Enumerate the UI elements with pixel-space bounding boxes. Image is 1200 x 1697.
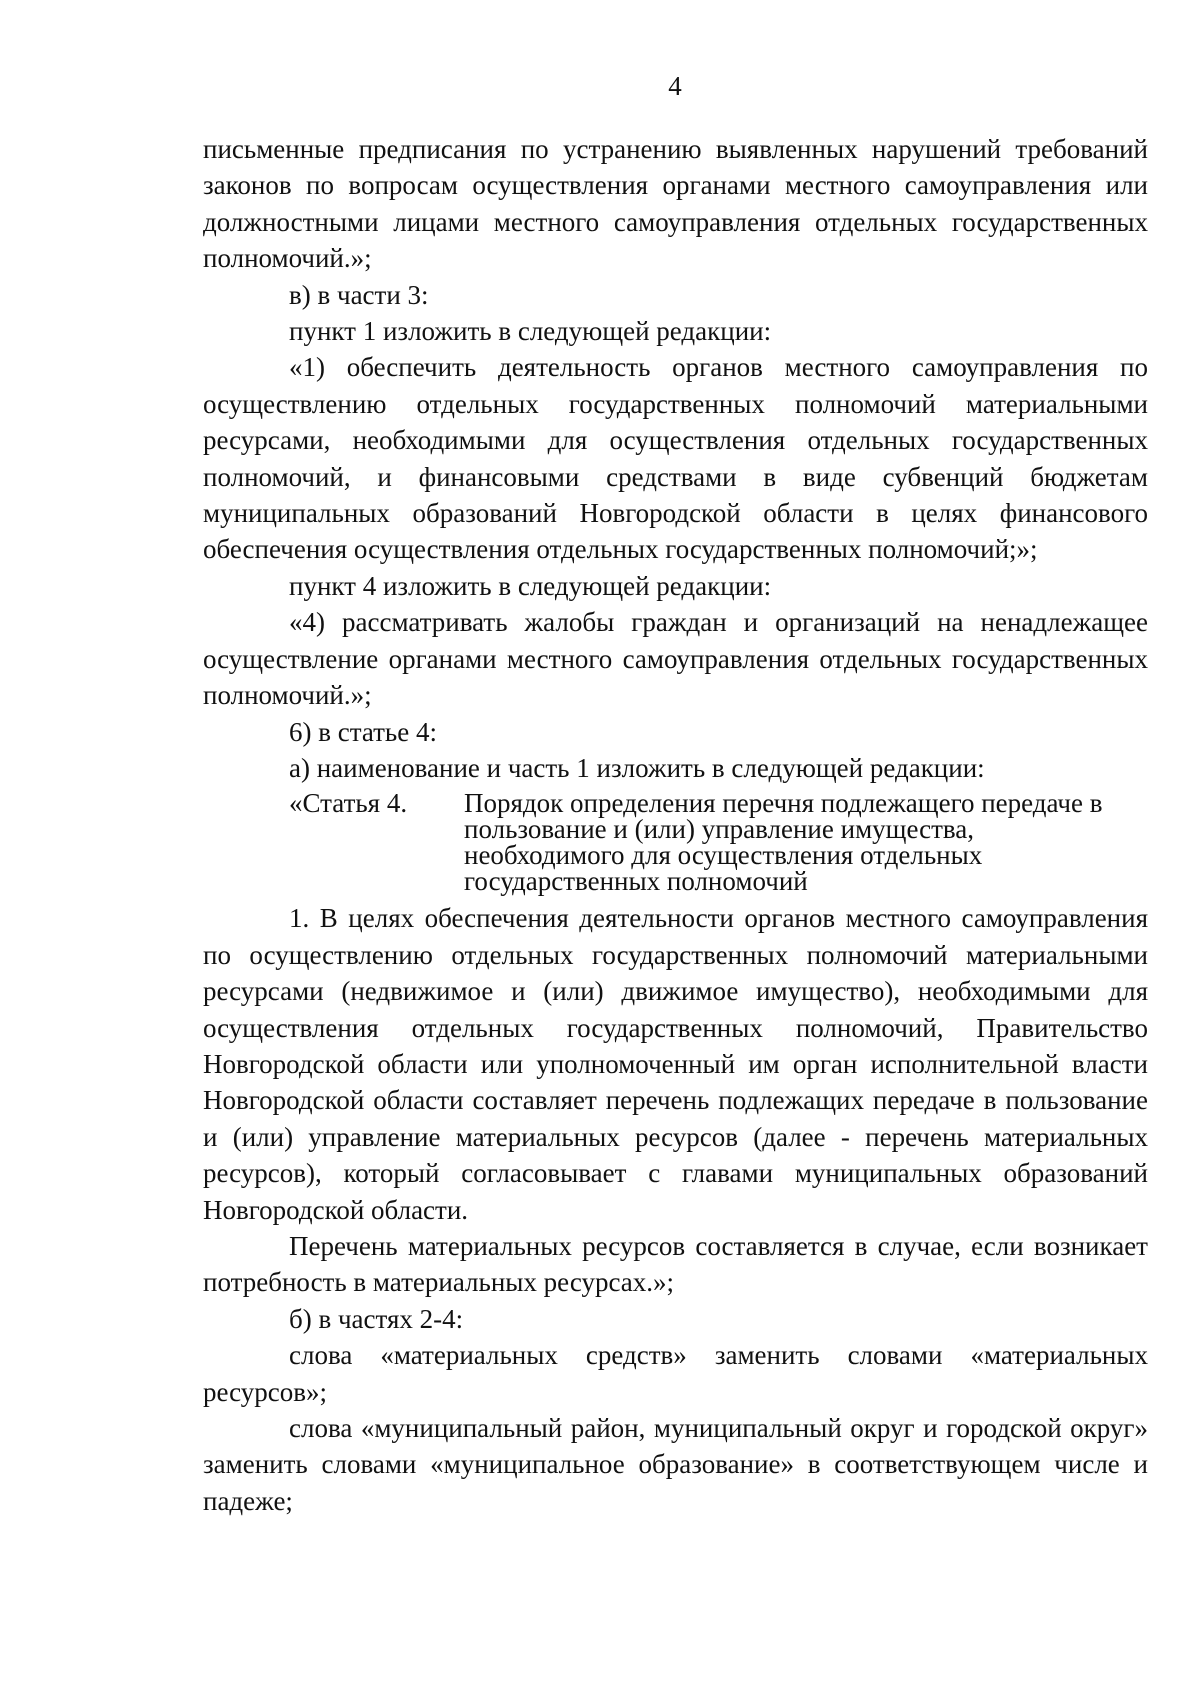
paragraph-article-part-1: 1. В целях обеспечения деятельности органов местного самоуправления по осуществлению отдельных государственных полномочий материальными ресурсами (недвижимое и (или) движимое имущество), необходимыми для осуществления отдельных государственных полномочий, Правительство Новгородской области или уполномоченный им орган исполнительной власти Новгородской области составляет перечень подлежащих передаче в пользование и (или) управление материальных ресурсов (далее - перечень материальных ресурсов), который согласовывает с главами муниципальных образований Новгородской области. [203, 903, 1148, 1225]
paragraph-word-replacement-1: слова «материальных средств» заменить словами «материальных ресурсов»; [203, 1340, 1148, 1407]
paragraph-item-4-intro: пункт 4 изложить в следующей редакции: [289, 570, 772, 601]
paragraph-article-4-name: а) наименование и часть 1 изложить в следующей редакции: [289, 752, 985, 783]
article-heading [203, 788, 1148, 897]
paragraph-article-4-intro: 6) в статье 4: [289, 716, 437, 747]
paragraph-word-replacement-2: слова «муниципальный район, муниципальный округ и городской округ» заменить словами «муниципальное образование» в соответствующем числе и падеже; [203, 1413, 1148, 1516]
paragraph-parts-2-4: б) в частях 2-4: [289, 1303, 464, 1334]
paragraph-continuation: письменные предписания по устранению выявленных нарушений требований законов по вопросам осуществления органами местного самоуправления или должностными лицами местного самоуправления отдельных государственных полномочий.»; [203, 134, 1148, 274]
paragraph-resource-list: Перечень материальных ресурсов составляется в случае, если возникает потребность в материальных ресурсах.»; [203, 1230, 1148, 1298]
article-title: Порядок определения перечня подлежащего передаче в пользование и (или) управление имущества, необходимого для осуществления отдельных государственных полномочий [464, 788, 1103, 897]
paragraph-part-3: в) в части 3: [289, 279, 429, 310]
document-body [203, 131, 1148, 1519]
page-number: 4 [668, 71, 682, 101]
paragraph-item-4-text: «4) рассматривать жалобы граждан и организаций на ненадлежащее осуществление органами местного самоуправления отдельных государственных полномочий.»; [203, 607, 1148, 711]
paragraph-item-1-text: «1) обеспечить деятельность органов местного самоуправления по осуществлению отдельных государственных полномочий материальными ресурсами, необходимыми для осуществления отдельных государственных полномочий, и финансовыми средствами в виде субвенций бюджетам муниципальных образований Новгородской области в целях финансового обеспечения осуществления отдельных государственных полномочий;»; [203, 352, 1148, 565]
article-label: «Статья 4. [289, 788, 408, 819]
paragraph-item-1-intro: пункт 1 изложить в следующей редакции: [289, 316, 772, 347]
